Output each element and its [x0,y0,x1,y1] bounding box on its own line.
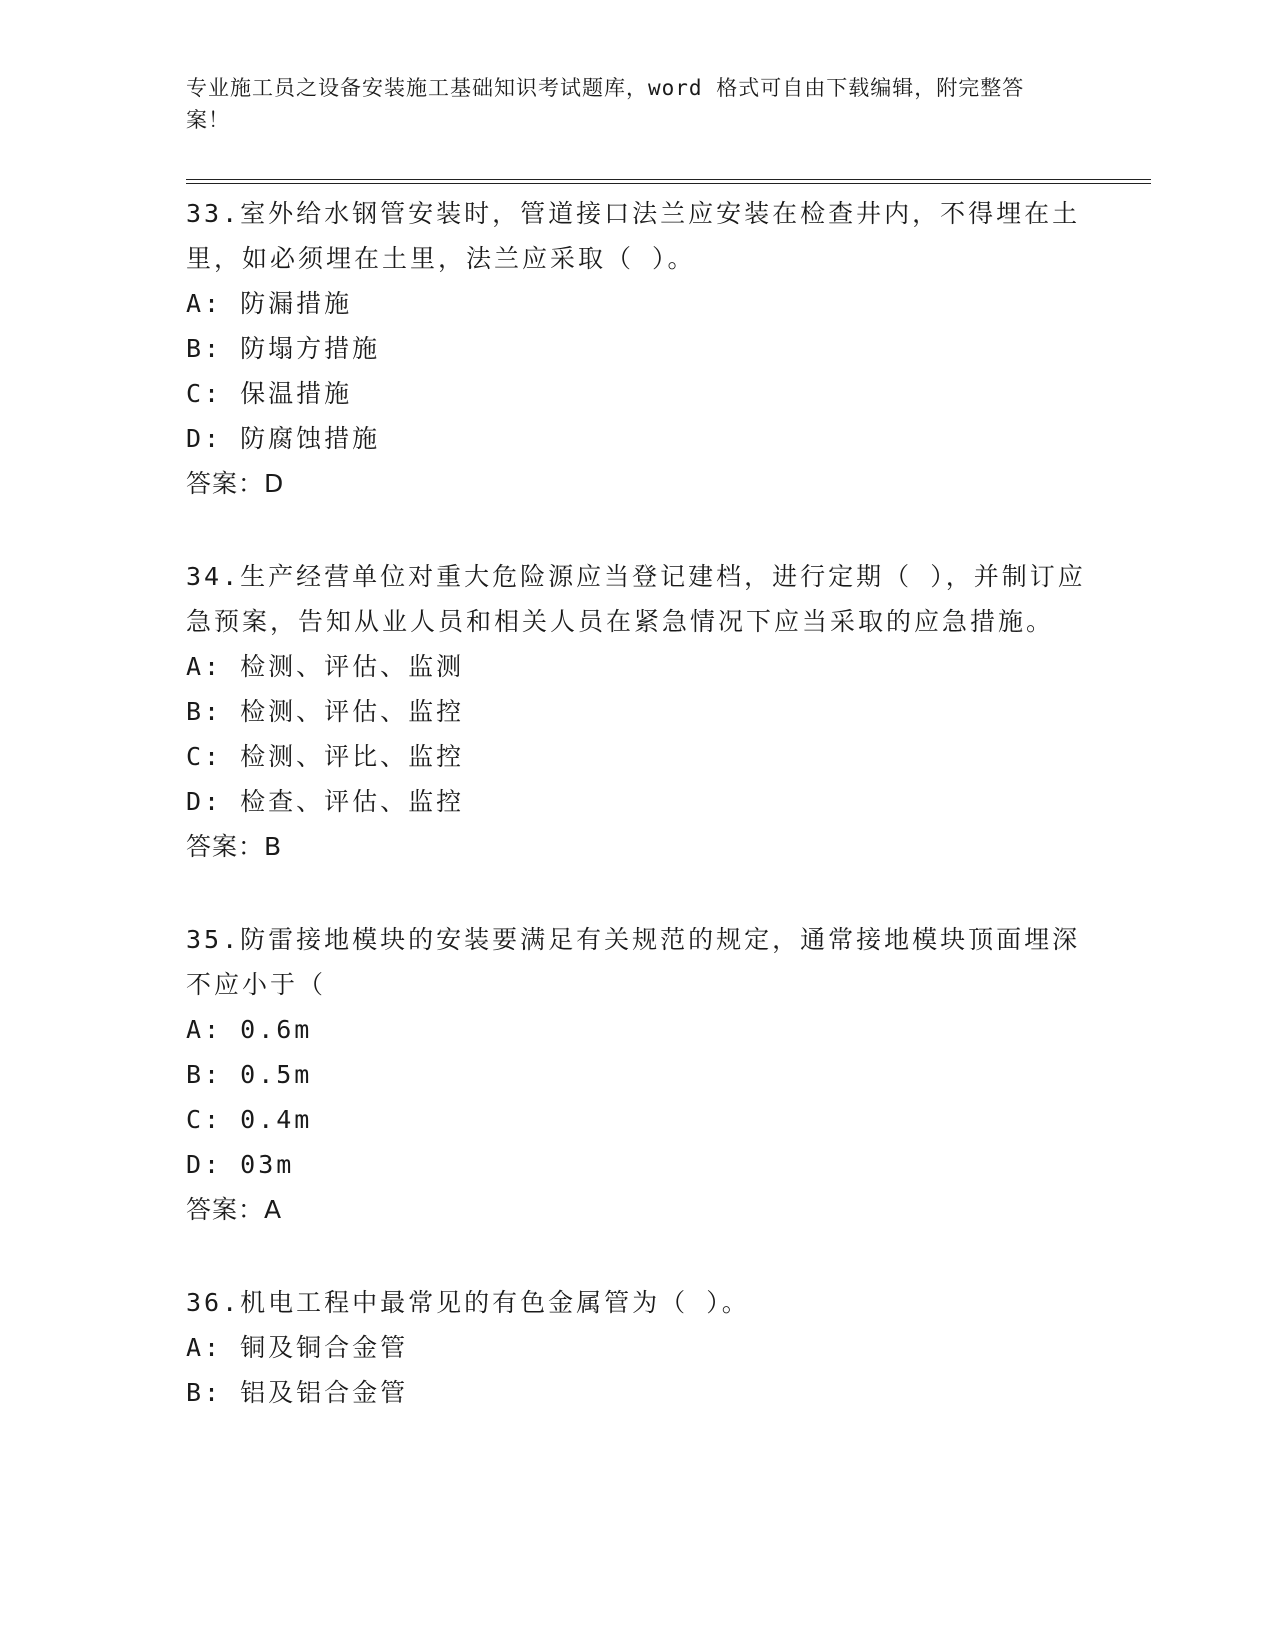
question-spacer [186,506,1086,554]
question-36 [186,1280,1086,1415]
question-stem: 36.机电工程中最常见的有色金属管为（ ）。 [186,1288,750,1317]
option-b: B: 0.5m [186,1060,313,1089]
question-stem: 35.防雷接地模块的安装要满足有关规范的规定，通常接地模块顶面埋深不应小于（ [186,925,1081,999]
answer-line: 答案：A [186,1195,283,1224]
option-c: C: 检测、评比、监控 [186,742,465,771]
answer-line: 答案：D [186,469,285,498]
question-35 [186,917,1086,1232]
question-list [186,191,1086,1415]
option-b: B: 防塌方措施 [186,334,381,363]
option-d: D: 03m [186,1150,295,1179]
option-a: A: 0.6m [186,1015,313,1044]
question-33 [186,191,1086,506]
option-c: C: 保温措施 [186,379,353,408]
option-b: B: 检测、评估、监控 [186,697,465,726]
question-spacer [186,1232,1086,1280]
option-b: B: 铝及铝合金管 [186,1378,409,1407]
option-d: D: 防腐蚀措施 [186,424,381,453]
header-divider-top [186,179,1151,180]
question-34 [186,554,1086,869]
header-divider-bottom [186,183,1151,184]
question-spacer [186,869,1086,917]
question-stem: 34.生产经营单位对重大危险源应当登记建档，进行定期（ ），并制订应急预案，告知从业人员和相关人员在紧急情况下应当采取的应急措施。 [186,562,1086,636]
option-d: D: 检查、评估、监控 [186,787,465,816]
option-a: A: 检测、评估、监测 [186,652,465,681]
option-a: A: 铜及铜合金管 [186,1333,409,1362]
option-c: C: 0.4m [186,1105,313,1134]
question-stem: 33.室外给水钢管安装时，管道接口法兰应安装在检查井内，不得埋在土里，如必须埋在土里，法兰应采取（ ）。 [186,199,1081,273]
option-a: A: 防漏措施 [186,289,353,318]
document-header: 专业施工员之设备安装施工基础知识考试题库，word 格式可自由下载编辑，附完整答案！ [186,76,1025,132]
answer-line: 答案：B [186,832,283,861]
